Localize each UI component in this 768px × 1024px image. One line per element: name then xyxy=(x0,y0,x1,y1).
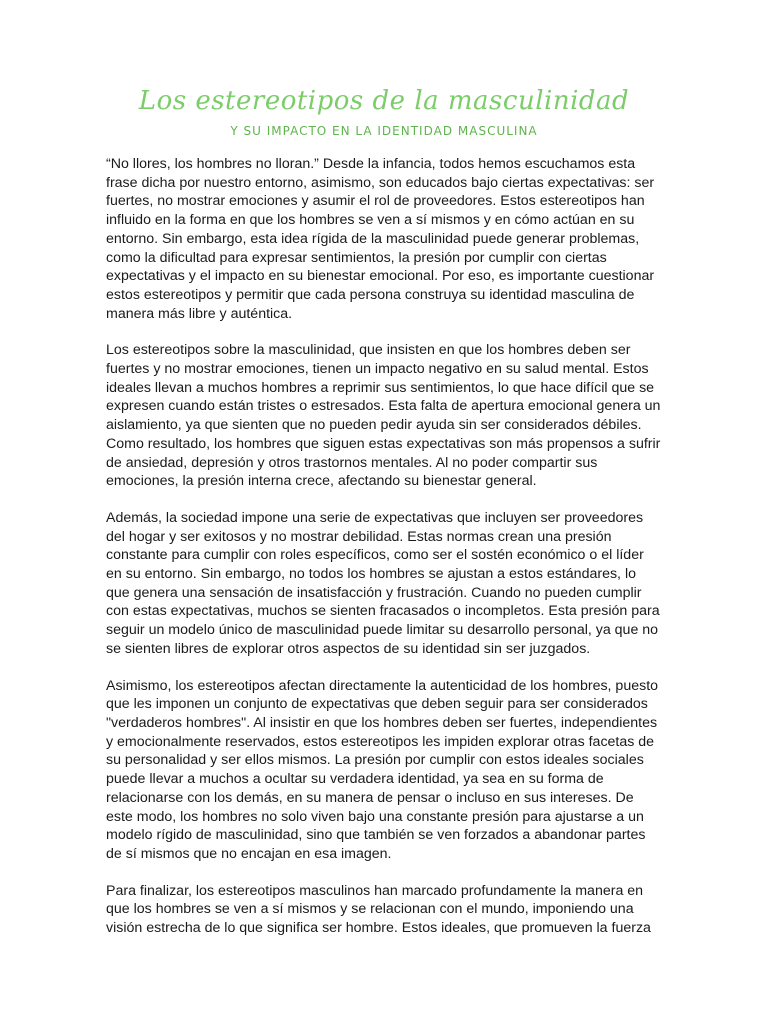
paragraph-3: Además, la sociedad impone una serie de expectativas que incluyen ser proveedores del hogar y ser exitosos y no mostrar debilidad. Estas normas crean una presión constante para cumplir con roles específicos, como ser el sostén económico o el líder en su entorno. Sin embargo, no todos los hombres se ajustan a estos estándares, lo que genera una sensación de insatisfacción y frustración. Cuando no pueden cumplir con estas expectativas, muchos se sienten fracasados o incompletos. Esta presión para seguir un modelo único de masculinidad puede limitar su desarrollo personal, ya que no se sienten libres de explorar otros aspectos de su identidad sin ser juzgados. xyxy=(106,509,660,657)
document-body xyxy=(106,155,662,956)
document-title: Los estereotipos de la masculinidad xyxy=(138,86,630,116)
paragraph-4: Asimismo, los estereotipos afectan directamente la autenticidad de los hombres, puesto que les imponen un conjunto de expectativas que deben seguir para ser considerados "verdaderos hombres". Al insistir en que los hombres deben ser fuertes, independientes y emocionalmente reservados, estos estereotipos les impiden explorar otras facetas de su personalidad y ser ellos mismos. La presión por cumplir con estos ideales sociales puede llevar a muchos a ocultar su verdadera identidad, ya sea en su forma de relacionarse con los demás, en su manera de pensar o incluso en sus intereses. De este modo, los hombres no solo viven bajo una constante presión para ajustarse a un modelo rígido de masculinidad, sino que también se ven forzados a abandonar partes de sí mismos que no encajan en esa imagen. xyxy=(106,677,659,862)
paragraph-5: Para finalizar, los estereotipos masculinos han marcado profundamente la manera en que los hombres se ven a sí mismos y se relacionan con el mundo, imponiendo una visión estrecha de lo que significa ser hombre. Estos ideales, que promueven la fuerza xyxy=(106,882,651,937)
document-subtitle: Y SU IMPACTO EN LA IDENTIDAD MASCULINA xyxy=(230,124,538,138)
paragraph-1: “No llores, los hombres no lloran.” Desde la infancia, todos hemos escuchamos esta frase dicha por nuestro entorno, asimismo, son educados bajo ciertas expectativas: ser fuertes, no mostrar emociones y asumir el rol de proveedores. Estos estereotipos han influido en la forma en que los hombres se ven a sí mismos y en cómo actúan en su entorno. Sin embargo, esta idea rígida de la masculinidad puede generar problemas, como la dificultad para expresar sentimientos, la presión por cumplir con ciertas expectativas y el impacto en su bienestar emocional. Por eso, es importante cuestionar estos estereotipos y permitir que cada persona construya su identidad masculina de manera más libre y auténtica. xyxy=(106,156,655,322)
paragraph-2: Los estereotipos sobre la masculinidad, que insisten en que los hombres deben ser fuertes y no mostrar emociones, tienen un impacto negativo en su salud mental. Estos ideales llevan a muchos hombres a reprimir sus sentimientos, lo que hace difícil que se expresen cuando están tristes o estresados. Esta falta de apertura emocional genera un aislamiento, ya que sienten que no pueden pedir ayuda sin ser considerados débiles. Como resultado, los hombres que siguen estas expectativas son más propensos a sufrir de ansiedad, depresión y otros trastornos mentales. Al no poder compartir sus emociones, la presión interna crece, afectando su bienestar general. xyxy=(106,342,661,490)
